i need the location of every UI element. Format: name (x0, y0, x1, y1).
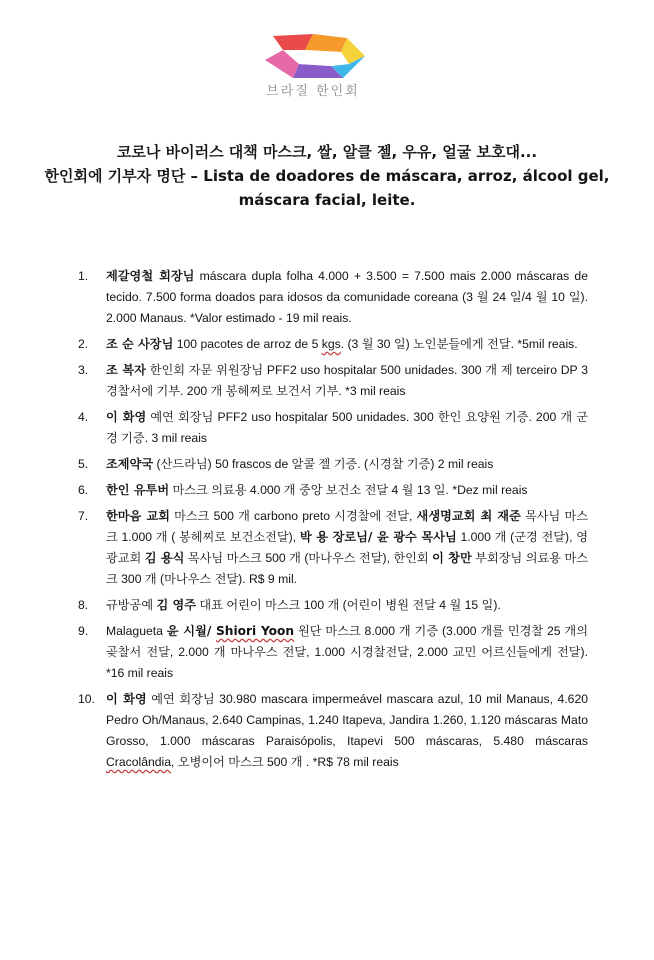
item-text: 대표 어린이 마스크 100 개 (어린이 병원 전달 4 월 15 일). (196, 598, 501, 612)
page-title (40, 140, 614, 212)
item-text: 한인회 자문 위원장님 PFF2 uso hospitalar 500 unidades. 300 개 제 terceiro DP 3 경찰서에 기부. 200 개 봉헤찌로 보건서 기부. *3 mil reais (106, 363, 588, 398)
donor-name: 이 화영 (106, 692, 147, 706)
item-text: kgs (321, 337, 341, 351)
donor-name: 김 용식 (144, 551, 185, 565)
logo (238, 28, 388, 102)
item-number: 3. (78, 363, 89, 377)
item-text: , 오병이어 마스크 500 개 . *R$ 78 mil reais (171, 755, 399, 769)
title-line-3: máscara facial, leite. (238, 191, 416, 209)
donor-name: 한인 유투버 (106, 483, 170, 497)
donor-name: Shiori Yoon (216, 624, 295, 638)
item-text: 부회장님 의료용 마스크 300 개 (마나우스 전달). R$ 9 mil. (106, 551, 589, 586)
list-item (78, 334, 588, 355)
item-text: (산드라님) 50 frascos de 알콜 젤 기증. (시경찰 기증) 2 mil reais (153, 457, 494, 471)
list-item (78, 480, 588, 501)
donor-name: 박 용 장로님/ 윤 광수 목사님 (299, 530, 457, 544)
donor-name: 새생명교회 최 재준 (416, 509, 521, 523)
list-item (78, 454, 588, 475)
item-text: Cracolândia (106, 755, 172, 769)
item-text: máscara dupla folha 4.000 + 3.500 = 7.500 mais 2.000 máscaras de tecido. 7.500 forma doados para idosos da comunidade coreana (3 월 24 일/4 월 10 일). 2.000 Manaus. *Valor estimado - 19 mil reais. (106, 269, 588, 325)
donor-name: 조제약국 (106, 457, 154, 471)
item-text: 마스크 500 개 carbono preto 시경찰에 전달, (169, 509, 417, 523)
donor-name: 김 영주 (156, 598, 197, 612)
logo-text: 브라질 한인회 (266, 84, 360, 99)
donor-name: 한마음 교회 (106, 509, 170, 523)
donor-name: 조 순 사장님 (106, 337, 174, 351)
list-item (78, 407, 588, 449)
item-text: 규방공예 (106, 598, 157, 612)
donor-name: 이 창만 (432, 551, 472, 565)
item-text: 원단 마스크 8.000 개 기증 (3.000 개를 민경찰 25 개의 곶찰서 전달, 2.000 개 마나우스 전달, 1.000 시경찰전달, 2.000 교민 어르신들에게 전달). *16 mil reais (106, 624, 588, 680)
item-number: 4. (78, 410, 89, 424)
item-number: 7. (78, 509, 89, 523)
item-number: 8. (78, 598, 89, 612)
donor-list (78, 266, 588, 778)
donor-name: 윤 시월/ (166, 624, 217, 638)
item-text: Malagueta (106, 624, 167, 638)
item-text: 마스크 의료용 4.000 개 중앙 보건소 전달 4 월 13 일. *Dez mil reais (169, 483, 528, 497)
logo-icon (238, 28, 388, 84)
item-text: 목사님 마스크 500 개 (마나우스 전달), 한인회 (184, 551, 433, 565)
item-text: 예연 회장님 PFF2 uso hospitalar 500 unidades. 300 한인 요양원 기증. 200 개 군경 기증. 3 mil reais (106, 410, 589, 445)
donor-name: 조 복자 (106, 363, 146, 377)
item-number: 2. (78, 337, 89, 351)
list-item (78, 266, 588, 329)
item-number: 6. (78, 483, 89, 497)
item-number: 9. (78, 624, 89, 638)
title-line-2: 한인회에 기부자 명단 – Lista de doadores de máscara, arroz, álcool gel, (44, 167, 610, 185)
item-number: 10. (78, 692, 95, 706)
title-line-1: 코로나 바이러스 대책 마스크, 쌀, 알클 젤, 우유, 얼굴 보호대... (116, 143, 538, 161)
item-text: 100 pacotes de arroz de 5 (173, 337, 322, 351)
list-item (78, 689, 588, 773)
item-text: 1.000 개 (군경 전달), 영광교회 (106, 530, 588, 565)
donor-name: 제갈영철 회장님 (106, 269, 195, 283)
list-item (78, 621, 588, 684)
item-number: 5. (78, 457, 89, 471)
item-text: 목사님 마스크 1.000 개 ( 봉헤찌로 보건소전달), (106, 509, 589, 544)
list-item (78, 506, 588, 590)
list-item (78, 360, 588, 402)
donor-name: 이 화영 (106, 410, 147, 424)
item-text: . (3 월 30 일) 노인분들에게 전달. *5mil reais. (340, 337, 578, 351)
item-text: 예연 회장님 30.980 mascara impermeável mascara azul, 10 mil Manaus, 4.620 Pedro Oh/Manaus, 2.640 Campinas, 1.240 Itapeva, Jandira 1.260, 1.120 máscaras Mato Grosso, 1.000 máscaras Paraisópolis, Itapevi 500 máscaras, 5.480 máscaras (106, 692, 589, 748)
list-item (78, 595, 588, 616)
item-number: 1. (78, 269, 89, 283)
